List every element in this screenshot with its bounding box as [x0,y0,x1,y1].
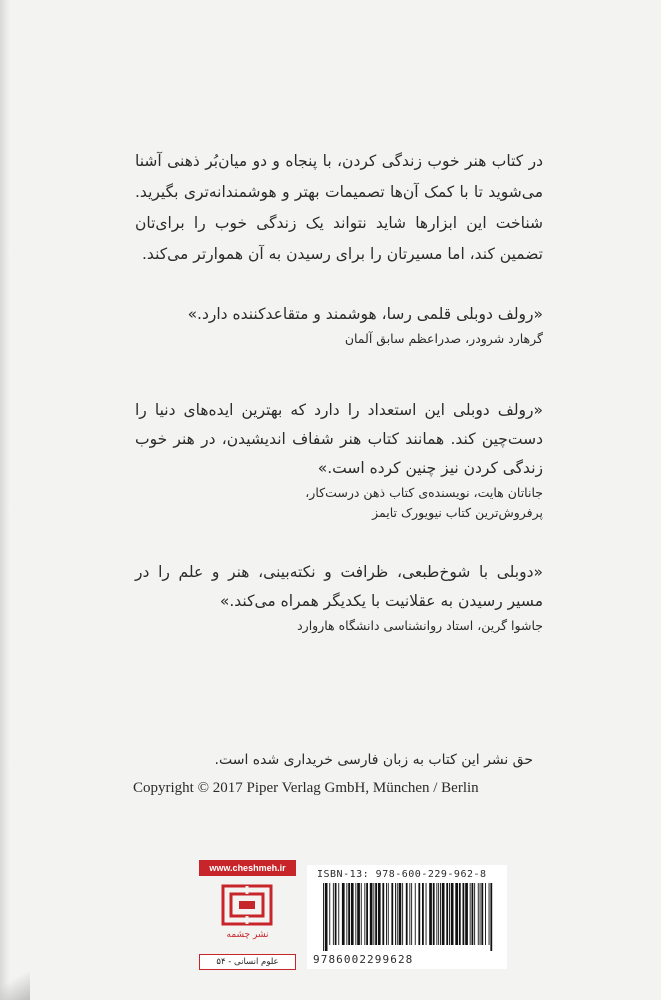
barcode-bar [395,883,396,945]
barcode-bar [426,883,427,945]
quote-haidt [135,396,543,523]
barcode-bar [474,883,475,945]
copyright-persian: حق نشر این کتاب به زبان فارسی خریداری شده است. [214,752,533,768]
barcode-bar [440,883,441,945]
barcode-bar [402,883,403,945]
barcode-graphic [321,883,497,951]
publisher-logo [199,860,296,972]
barcode-bar [386,883,387,945]
barcode-bar [370,883,373,945]
quote-text: «رولف دوبلی قلمی رسا، هوشمند و متقاعدکننده دارد.» [187,305,543,323]
quote-author: گرهارد شرودر، صدراعظم سابق آلمان [344,331,543,346]
barcode-bar [433,883,435,945]
barcode-bar [366,883,368,945]
barcode-bar [455,883,458,945]
barcode-bar [446,883,448,945]
barcode-bar [342,883,345,945]
barcode-bar [465,883,468,945]
barcode-bar [391,883,393,945]
barcode-bar [472,883,474,945]
page-edge [0,0,10,1000]
barcode-bar [442,883,445,945]
barcode-bar [478,883,479,945]
barcode-bar [399,883,402,945]
barcode-bar [480,883,481,945]
isbn-text: ISBN-13: 978-600-229-962-8 [317,869,487,880]
barcode-bar [422,883,424,945]
barcode-bar [438,883,439,945]
barcode-bar [364,883,365,945]
barcode-bar [351,883,354,945]
barcode-bar [463,883,465,945]
barcode-bar [489,883,490,945]
back-cover-blurb: در کتاب هنر خوب زندگی کردن، با پنجاه و دو میان‌بُر ذهنی آشنا می‌شوید تا با کمک آن‌ها تصمیمات بهتر و هوشمندانه‌تری بگیرید. شناخت این ابزارها شاید نتواند یک زندگی خوب را برای‌تان تضمین کند، اما مسیرتان را برای رسیدن به آن هموارتر می‌کند. [135,152,543,263]
barcode-bar [449,883,450,945]
barcode-bar [436,883,437,945]
quote-author: جاناتان هایت، نویسنده‌ی کتاب ذهن درست‌کار، [305,485,543,500]
quote-text: «دوبلی با شوخ‌طبعی، ظرافت و نکته‌بینی، هنر و علم را در مسیر رسیدن به عقلانیت با یکدیگر همراه می‌کند.» [135,563,543,610]
barcode-bar [411,883,412,945]
barcode-bar [418,883,420,945]
barcode-bar [346,883,347,945]
cheshmeh-emblem-icon [221,882,273,928]
barcode-bar [373,883,374,945]
barcode-bar [485,883,486,945]
page-corner-shadow [0,940,30,1000]
barcode-bar [323,883,324,951]
barcode-bar [382,883,384,945]
barcode-bar [470,883,471,945]
barcode-bar [415,883,416,945]
barcode-bar [451,883,454,945]
publisher-name: نشر چشمه [226,930,269,940]
barcode-bar [378,883,381,945]
barcode-bar [409,883,410,945]
barcode-bar [357,883,360,945]
barcode-bar [481,883,483,945]
barcode-bar [325,883,328,951]
quote-greene [135,558,543,636]
ean-number: 9786002299628 [313,953,414,966]
quote-author: جاشوا گرین، استاد روانشناسی دانشگاه هاروارد [297,618,543,633]
publisher-url: www.cheshmeh.ir [199,860,296,876]
barcode-bar [348,883,350,945]
barcode-panel [307,865,507,969]
barcode-bar [338,883,339,945]
quote-text: «رولف دوبلی این استعداد را دارد که بهترین ایده‌های دنیا را دست‌چین کند. همانند کتاب هنر شفاف اندیشیدن، در هنر خوب زندگی کردن نیز چنین کرده است.» [135,401,543,477]
barcode-bar [335,883,337,945]
barcode-bar [355,883,356,945]
series-label: علوم انسانی - ۵۴ [199,954,296,970]
barcode-bar [361,883,362,945]
barcode-bar [429,883,432,945]
quote-schroeder [135,300,543,349]
copyright-english: Copyright © 2017 Piper Verlag GmbH, München / Berlin [133,780,479,796]
barcode-bar [388,883,389,945]
quote-author-line-2: پرفروش‌ترین کتاب نیویورک تایمز [372,505,543,520]
barcode-bar [459,883,461,945]
barcode-bar [397,883,398,945]
barcode-bar [490,883,492,951]
barcode-bar [375,883,377,945]
barcode-bar [333,883,334,945]
barcode-bar [406,883,408,945]
barcode-bar [329,883,330,945]
